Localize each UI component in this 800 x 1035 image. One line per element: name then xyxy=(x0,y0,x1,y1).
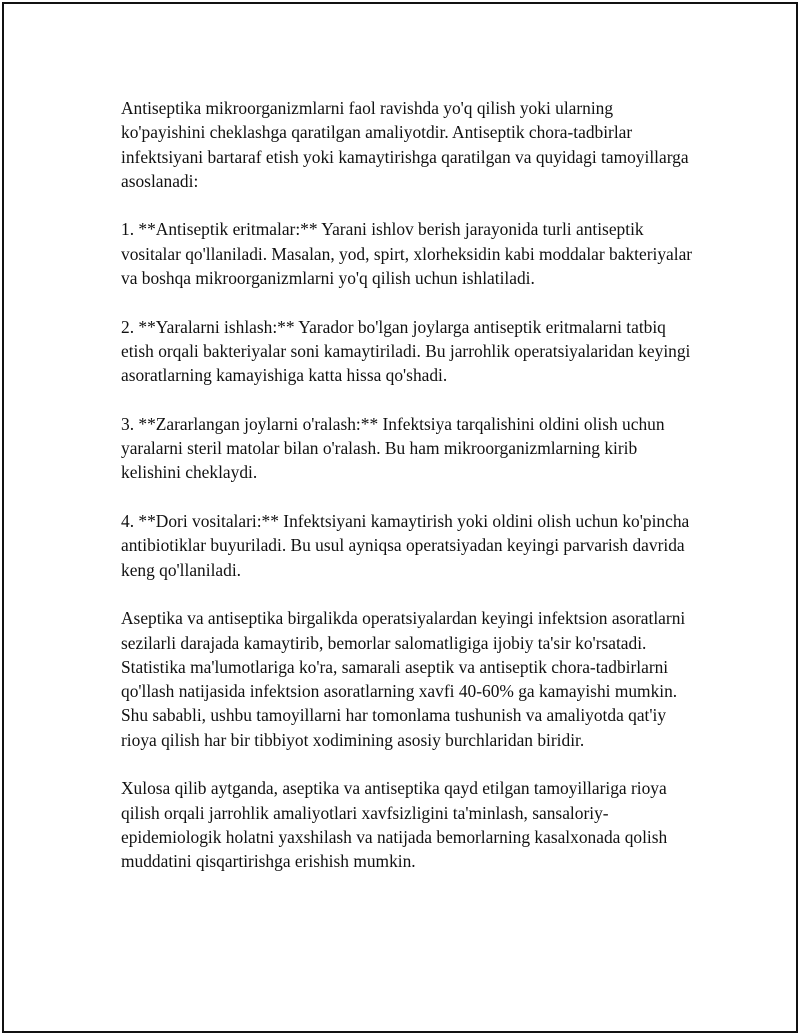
paragraph-item-4: 4. **Dori vositalari:** Infektsiyani kamaytirish yoki oldini olish uchun ko'pincha antibiotiklar buyuriladi. Bu usul ayniqsa operatsiyadan keyingi parvarish davrida keng qo'llaniladi. xyxy=(121,511,690,580)
paragraph-item-1: 1. **Antiseptik eritmalar:** Yarani ishlov berish jarayonida turli antiseptik vositalar qo'llaniladi. Masalan, yod, spirt, xlorheksidin kabi moddalar bakteriyalar va boshqa mikroorganizmlarni yo'q qilish uchun ishlatiladi. xyxy=(121,219,693,289)
paragraph-conclusion: Xulosa qilib aytganda, aseptika va antiseptika qayd etilgan tamoyillariga rioya qilish orqali jarrohlik amaliyotlari xavfsizligini ta'minlash, sansaloriy-epidemiologik holatni yaxshilash va natijada bemorlarning kasalxonada qolish muddatini qisqartirishga erishish mumkin. xyxy=(121,778,668,872)
paragraph-item-3: 3. **Zararlangan joylarni o'ralash:** Infektsiya tarqalishini oldini olish uchun yaralarni steril matolar bilan o'ralash. Bu ham mikroorganizmlarning kirib kelishini cheklaydi. xyxy=(121,413,665,483)
page-frame xyxy=(2,2,798,1033)
paragraph-intro: Antiseptika mikroorganizmlarni faol ravishda yo'q qilish yoki ularning ko'payishini cheklashga qaratilgan amaliyotdir. Antiseptik chora-tadbirlar infektsiyani bartaraf etish yoki kamaytirishga qaratilgan va quyidagi tamoyillarga asoslanadi: xyxy=(121,98,689,191)
paragraph-summary: Aseptika va antiseptika birgalikda operatsiyalardan keyingi infektsion asoratlarni sezilarli darajada kamaytirib, bemorlar salomatligiga ijobiy ta'sir ko'rsatadi. Statistika ma'lumotlariga ko'ra, samarali aseptik va antiseptik chora-tadbirlarni qo'llash natijasida infektsion asoratlarning xavfi 40-60% ga kamayishi mumkin. Shu sababli, ushbu tamoyillarni har tomonlama tushunish va amaliyotda qat'iy rioya qilish har bir tibbiyot xodimining asosiy burchlaridan biridir. xyxy=(121,608,686,750)
paragraph-item-2: 2. **Yaralarni ishlash:** Yarador bo'lgan joylarga antiseptik eritmalarni tatbiq etish orqali bakteriyalar soni kamaytiriladi. Bu jarrohlik operatsiyalaridan keyingi asoratlarning kamayishiga katta hissa qo'shadi. xyxy=(121,316,691,386)
document-body xyxy=(121,96,696,898)
